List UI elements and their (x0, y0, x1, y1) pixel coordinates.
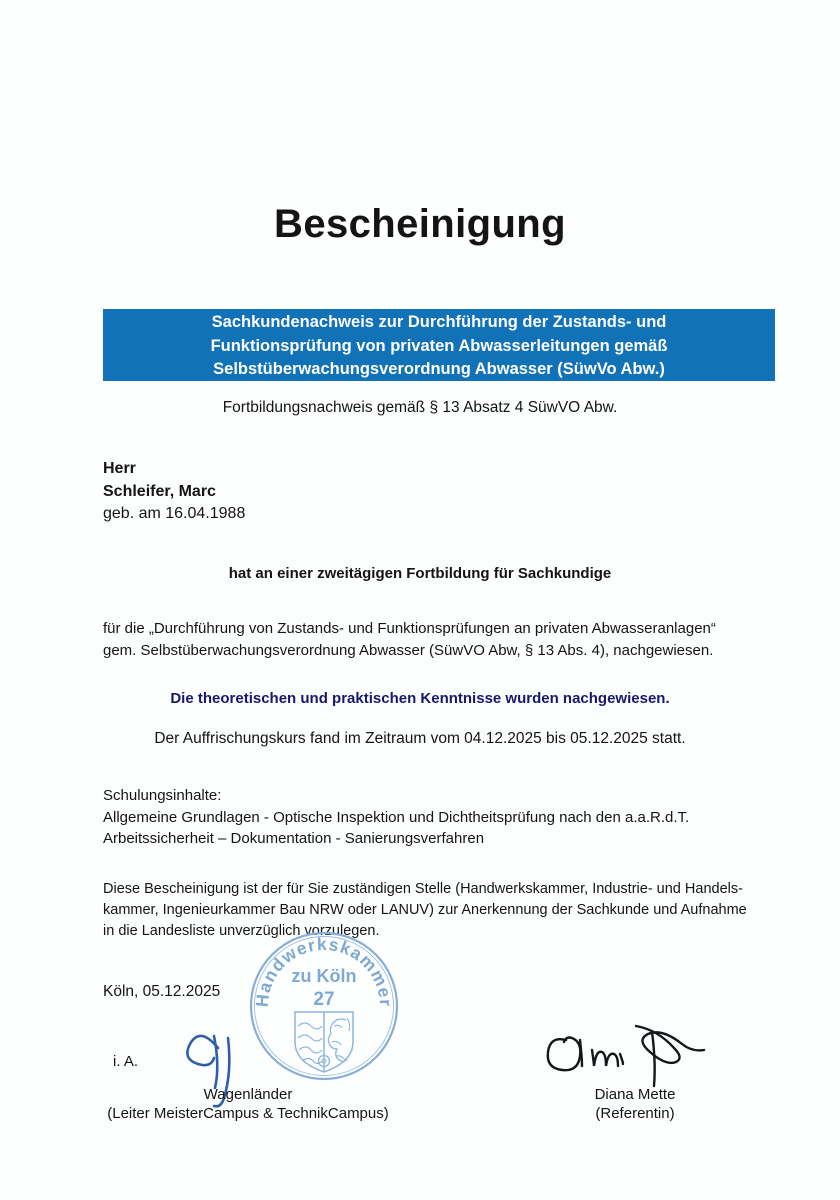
legal-notice-paragraph (103, 879, 758, 942)
recipient-salutation: Herr (103, 460, 136, 477)
training-contents-line-2: Arbeitssicherheit – Dokumentation - Sanierungsverfahren (103, 830, 485, 847)
signature-left-name: Wagenländer (203, 1086, 293, 1103)
recipient-birth-date: geb. am 16.04.1988 (103, 505, 246, 522)
svg-text:zu Köln: zu Köln (291, 966, 357, 986)
place-and-date: Köln, 05.12.2025 (103, 983, 221, 1000)
signature-right-role: (Referentin) (595, 1105, 675, 1122)
signature-right-caption (520, 1085, 750, 1123)
page-title: Bescheinigung (274, 202, 566, 246)
course-period-line: Der Auffrischungskurs fand im Zeitraum vom 04.12.2025 bis 05.12.2025 statt. (154, 730, 686, 747)
banner-line-3: Selbstüberwachungsverordnung Abwasser (SüwVo Abw.) (213, 360, 665, 378)
training-contents-heading: Schulungsinhalte: (103, 787, 222, 804)
purpose-paragraph (103, 618, 763, 661)
banner-line-2: Funktionsprüfung von privaten Abwasserleitungen gemäß (210, 336, 668, 355)
legal-notice-line-1: Diese Bescheinigung ist der für Sie zuständigen Stelle (Handwerkskammer, Industrie- und Handels- (103, 881, 743, 897)
by-order-label: i. A. (113, 1053, 139, 1070)
svg-text:Handwerkskammer: Handwerkskammer (251, 933, 397, 1008)
legal-notice-line-2: kammer, Ingenieurkammer Bau NRW oder LANUV) zur Anerkennung der Sachkunde und Aufnahme (103, 902, 747, 918)
attendance-claim-line: hat an einer zweitägigen Fortbildung für Sachkundige (228, 565, 612, 582)
signature-left-role: (Leiter MeisterCampus & TechnikCampus) (107, 1105, 389, 1122)
svg-text:27: 27 (313, 989, 335, 1010)
knowledge-statement: Die theoretischen und praktischen Kenntnisse wurden nachgewiesen. (170, 690, 670, 707)
certificate-subject-banner (103, 309, 775, 381)
subtitle-note: Fortbildungsnachweis gemäß § 13 Absatz 4 SüwVO Abw. (222, 399, 618, 416)
purpose-line-2: gem. Selbstüberwachungsverordnung Abwasser (SüwVO Abw, § 13 Abs. 4), nachgewiesen. (103, 641, 714, 659)
official-stamp-handwerkskammer-koeln (248, 930, 400, 1082)
training-contents-block (103, 785, 689, 850)
training-contents-line-1: Allgemeine Grundlagen - Optische Inspektion und Dichtheitsprüfung nach den a.a.R.d.T. (103, 808, 690, 826)
banner-line-1: Sachkundenachweis zur Durchführung der Zustands- und (211, 313, 667, 331)
recipient-name: Schleifer, Marc (103, 482, 216, 500)
signature-left-caption (103, 1085, 393, 1123)
legal-notice-line-3: in die Landesliste unverzüglich vorzulegen. (103, 923, 380, 939)
purpose-line-1: für die „Durchführung von Zustands- und Funktionsprüfungen an privaten Abwasseranlagen“ (103, 620, 716, 637)
signature-right-name: Diana Mette (594, 1086, 676, 1103)
recipient-block (103, 458, 245, 526)
